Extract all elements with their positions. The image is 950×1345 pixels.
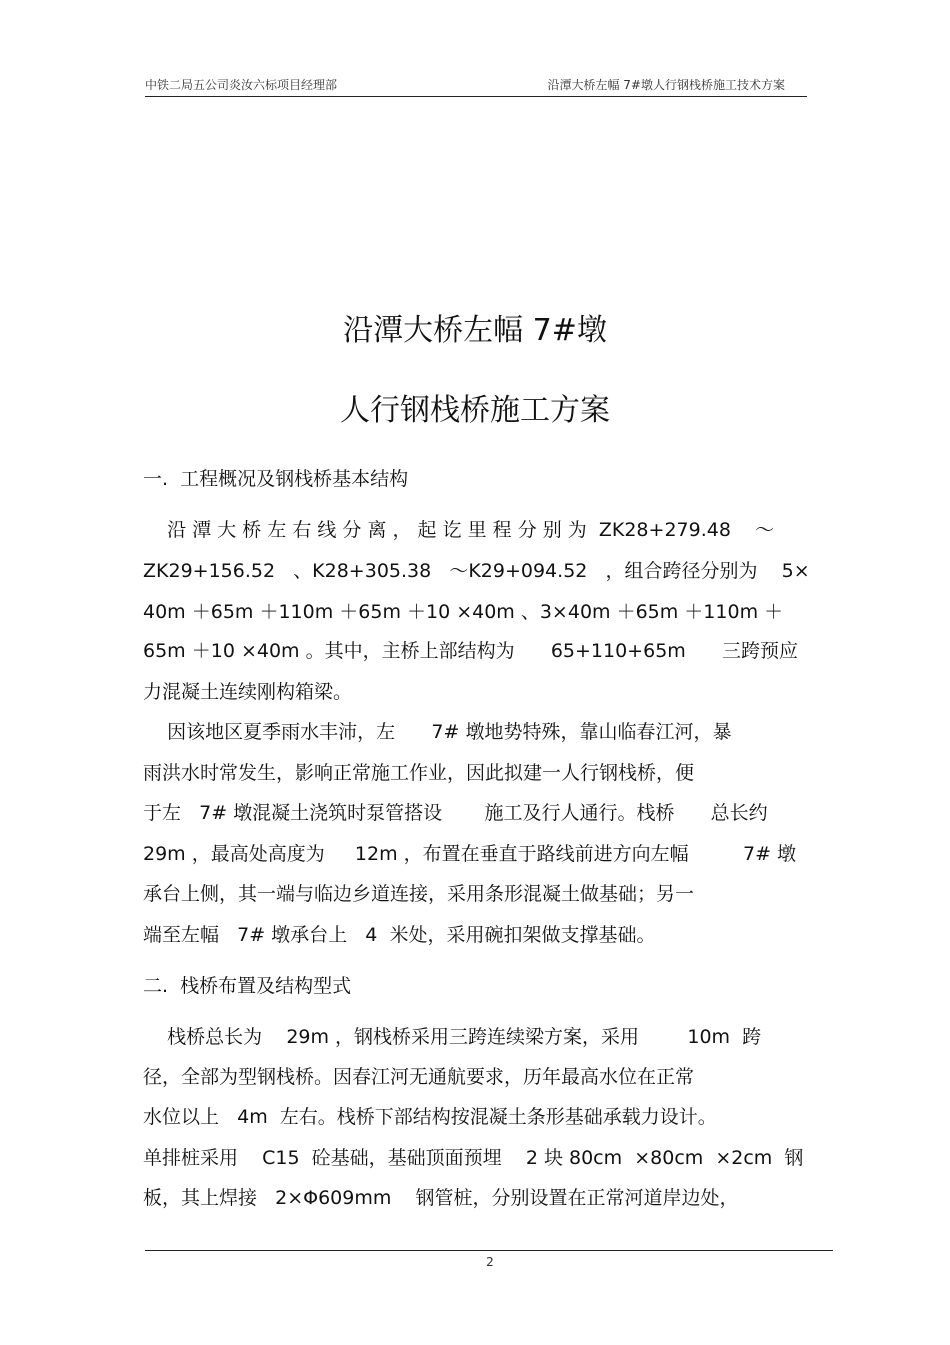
header-left-text: 中铁二局五公司炎汝六标项目经理部	[145, 78, 338, 92]
page-number: 2	[486, 1255, 494, 1269]
header-right-text: 沿潭大桥左幅 7#墩人行钢栈桥施工技术方案	[547, 78, 785, 92]
section-2-paragraph-1-line: 径，全部为型钢栈桥。因春江河无通航要求，历年最高水位在正常	[143, 1066, 695, 1088]
section-1-heading: 一. 工程概况及钢栈桥基本结构	[143, 468, 409, 490]
section-1-paragraph-1-line: 65m ＋10 ×40m 。其中，主桥上部结构为 65+110+65m 三跨预应	[143, 640, 799, 662]
document-title-line-2: 人行钢栈桥施工方案	[340, 393, 610, 428]
footer-rule	[145, 1250, 833, 1251]
section-1-paragraph-1-line: ZK29+156.52 、K28+305.38 ～K29+094.52 ，组合跨径分别为 5×	[143, 560, 810, 582]
section-1-paragraph-2-line: 承台上侧，其一端与临边乡道连接，采用条形混凝土做基础；另一	[143, 883, 695, 905]
section-1-paragraph-1-line: 力混凝土连续刚构箱梁。	[143, 681, 353, 703]
section-1-paragraph-1-line: 沿 潭 大 桥 左 右 线 分 离 ， 起 讫 里 程 分 别 为 ZK28+279.48 ～	[143, 519, 775, 541]
section-1-paragraph-2-line: 29m ，最高处高度为 12m ，布置在垂直于路线前进方向左幅 7# 墩	[143, 843, 797, 865]
document-title-line-1: 沿潭大桥左幅 7#墩	[343, 313, 607, 348]
section-1-paragraph-2-line: 因该地区夏季雨水丰沛，左 7# 墩地势特殊，靠山临春江河，暴	[143, 721, 732, 743]
section-2-paragraph-1-line: 水位以上 4m 左右。栈桥下部结构按混凝土条形基础承载力设计。	[143, 1106, 717, 1128]
section-2-paragraph-1-line: 单排桩采用 C15 砼基础，基础顶面预埋 2 块 80cm ×80cm ×2cm 钢	[143, 1147, 804, 1169]
section-1-paragraph-2-line: 于左 7# 墩混凝土浇筑时泵管搭设 施工及行人通行。栈桥 总长约	[143, 802, 768, 824]
page-header	[145, 74, 807, 97]
section-2-paragraph-1-line: 栈桥总长为 29m ，钢栈桥采用三跨连续梁方案，采用 10m 跨	[143, 1026, 762, 1048]
section-2-heading: 二. 栈桥布置及结构型式	[143, 975, 352, 997]
section-1-paragraph-2-line: 端至左幅 7# 墩承台上 4 米处，采用碗扣架做支撑基础。	[143, 924, 656, 946]
section-2-paragraph-1-line: 板，其上焊接 2×Φ609mm 钢管桩，分别设置在正常河道岸边处，	[143, 1187, 739, 1209]
section-1-paragraph-2-line: 雨洪水时常发生，影响正常施工作业，因此拟建一人行钢栈桥，便	[143, 762, 695, 784]
section-1-paragraph-1-line: 40m ＋65m ＋110m ＋65m ＋10 ×40m 、3×40m ＋65m ＋110m ＋	[143, 601, 784, 623]
